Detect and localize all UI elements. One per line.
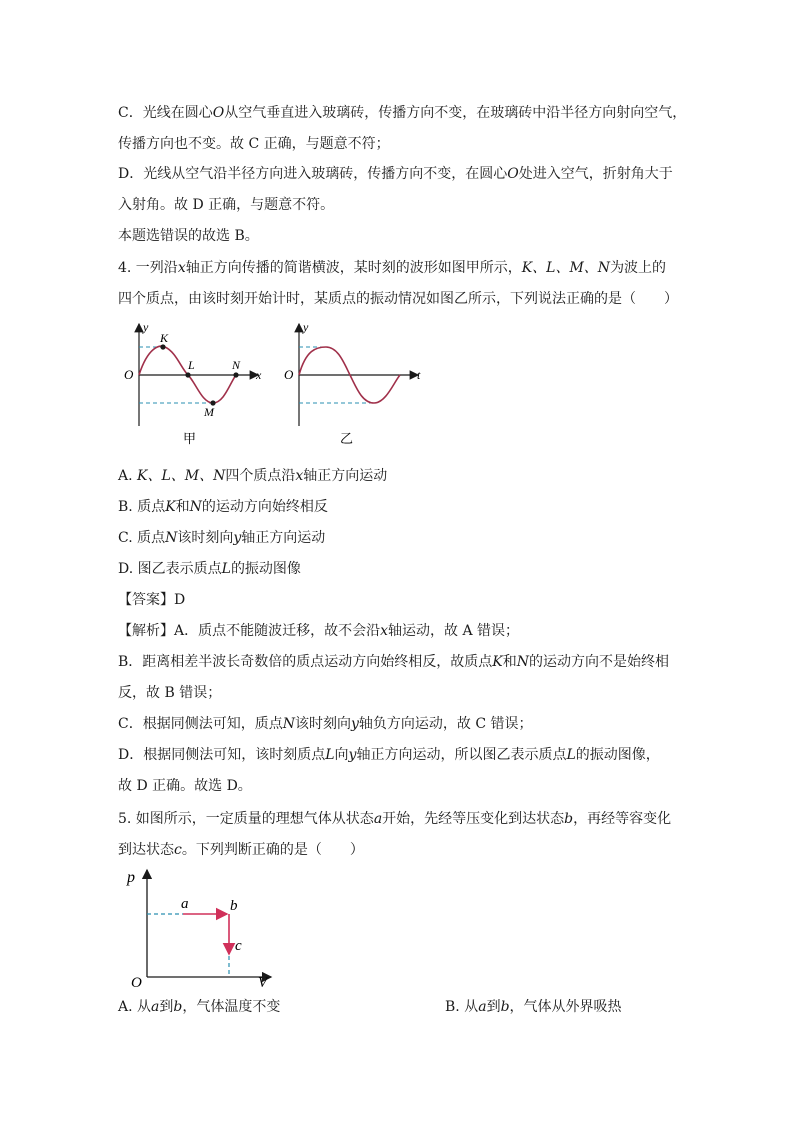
- q4-analysis-b-line2: 反，故 B 错误；: [118, 685, 222, 701]
- q4-option-c: C. 质点N该时刻向y轴正方向运动: [118, 530, 326, 546]
- q4-yi-caption: 乙: [340, 431, 354, 446]
- q5-option-a: A. 从a到b，气体温度不变: [118, 999, 281, 1015]
- q4-jia-label-N: N: [232, 358, 241, 372]
- answer-value: D: [174, 592, 186, 608]
- q5-label-c: c: [235, 938, 242, 954]
- q4-jia-label-K: K: [160, 331, 169, 345]
- analysis-label: 【解析】: [118, 623, 174, 639]
- q4-jia-label-M: M: [204, 405, 214, 419]
- q4-analysis-d-line1: D．根据同侧法可知，该时刻质点L向y轴正方向运动，所以图乙表示质点L的振动图像，: [118, 747, 660, 763]
- q5-label-O: O: [131, 975, 142, 991]
- q5-option-b: B. 从a到b，气体从外界吸热: [445, 999, 622, 1015]
- q5-stem-line2: 到达状态c。下列判断正确的是（ ）: [118, 842, 364, 858]
- q4-answer: [118, 590, 185, 610]
- q4-jia-point-K: [160, 344, 165, 349]
- q4-analysis-d-line2: 故 D 正确。故选 D。: [118, 778, 252, 794]
- q4-jia-point-N: [233, 372, 238, 377]
- q5-label-V: V: [258, 975, 268, 991]
- q5-label-b: b: [230, 898, 238, 914]
- q3-option-d-line2: 入射角。故 D 正确，与题意不符。: [118, 197, 335, 213]
- q4-analysis-a: 【解析】A．质点不能随波迁移，故不会沿x轴运动，故 A 错误；: [118, 623, 520, 639]
- q4-figure-jia: [118, 318, 278, 450]
- q4-figure-yi: [278, 318, 428, 450]
- answer-label: 【答案】: [118, 592, 174, 608]
- q5-stem-line1: 5. 如图所示，一定质量的理想气体从状态a开始，先经等压变化到达状态b，再经等容变化: [118, 811, 672, 827]
- q4-jia-label-x: x: [256, 368, 262, 382]
- q4-option-d: D. 图乙表示质点L的振动图像: [118, 561, 301, 577]
- q5-label-p: p: [127, 869, 135, 886]
- q4-jia-point-L: [185, 372, 190, 377]
- q5-pv-figure: [118, 862, 288, 992]
- q4-analysis-c: C．根据同侧法可知，质点N该时刻向y轴负方向运动，故 C 错误；: [118, 716, 533, 732]
- q3-conclusion: 本题选错误的故选 B。: [118, 228, 259, 244]
- q4-yi-label-t: t: [417, 368, 421, 382]
- q4-jia-label-O: O: [124, 367, 134, 382]
- q4-yi-label-O: O: [284, 367, 294, 382]
- q4-analysis-b-line1: B．距离相差半波长奇数倍的质点运动方向始终相反，故质点K和N的运动方向不是始终相: [118, 654, 670, 670]
- q4-jia-caption: 甲: [183, 431, 197, 446]
- q5-label-a: a: [181, 896, 189, 912]
- q4-jia-label-L: L: [188, 358, 195, 372]
- q4-option-a: A. K、L、M、N四个质点沿x轴正方向运动: [118, 468, 388, 484]
- q4-yi-label-y: y: [303, 320, 309, 334]
- q4-option-b: B. 质点K和N的运动方向始终相反: [118, 499, 328, 515]
- q3-option-c-line2: 传播方向也不变。故 C 正确，与题意不符；: [118, 136, 390, 152]
- q3-option-c-line1: C．光线在圆心O从空气垂直进入玻璃砖，传播方向不变，在玻璃砖中沿半径方向射向空气，: [118, 105, 687, 121]
- q4-stem-line2: 四个质点，由该时刻开始计时，某质点的振动情况如图乙所示，下列说法正确的是（ ）: [118, 291, 678, 307]
- q3-option-d-line1: D．光线从空气沿半径方向进入玻璃砖，传播方向不变，在圆心O处进入空气，折射角大于: [118, 166, 673, 182]
- q4-jia-label-y: y: [143, 320, 149, 334]
- q4-stem-line1: 4. 一列沿x轴正方向传播的简谐横波，某时刻的波形如图甲所示，K、L、M、N为波上的: [118, 260, 667, 276]
